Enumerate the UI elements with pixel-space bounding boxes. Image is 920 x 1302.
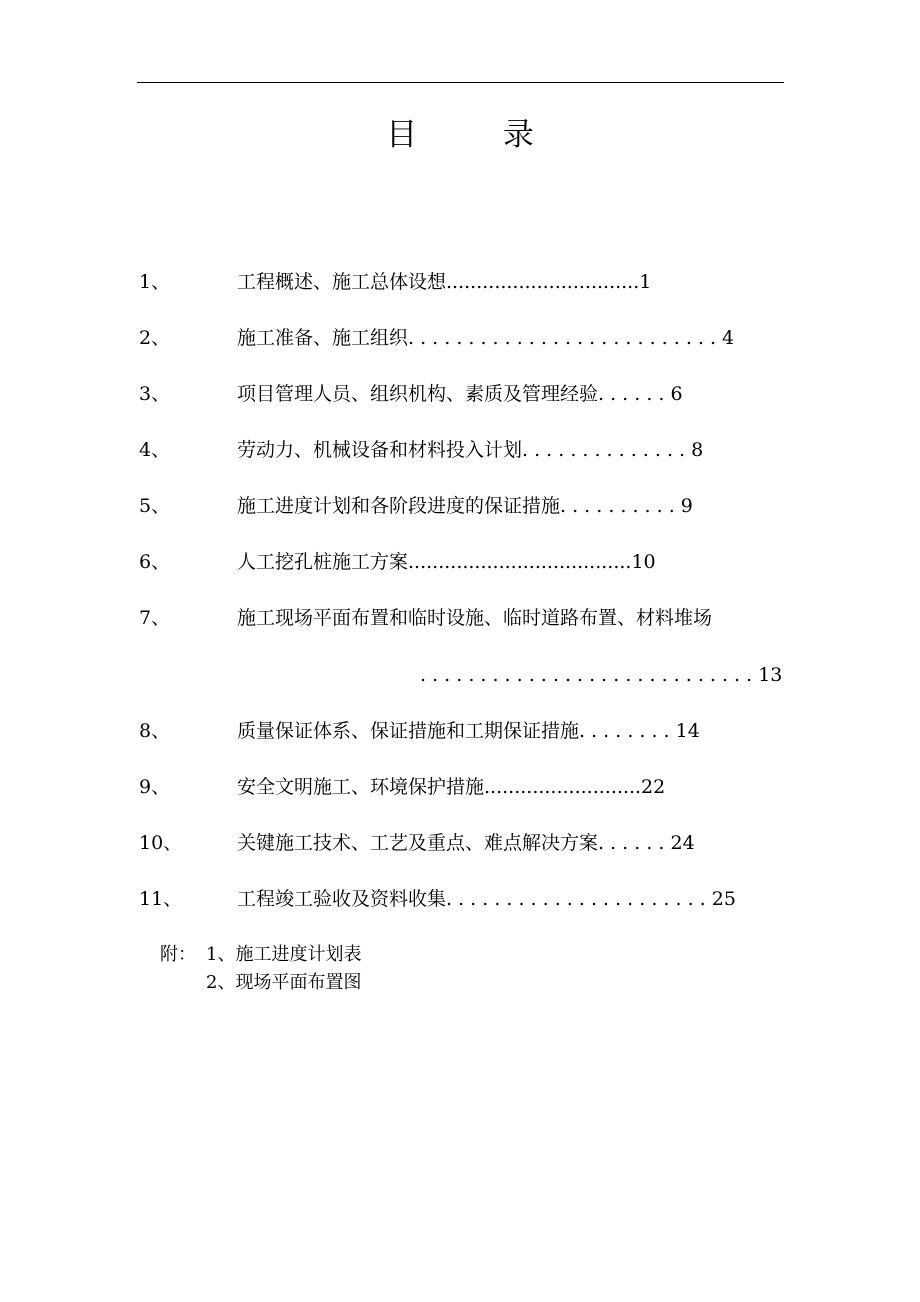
toc-leader-page: . . . . . . . . . . . . . . . . . . . . . . . . . . . . 13 — [420, 664, 783, 686]
toc-number: 2、 — [139, 327, 171, 349]
page-title: 目 录 — [386, 117, 572, 153]
toc-text: 安全文明施工、环境保护措施..........................22 — [237, 776, 666, 798]
toc-number: 8、 — [139, 720, 171, 742]
toc-entry-6[interactable] — [0, 546, 920, 578]
appendix-item: 2、现场平面布置图 — [206, 972, 362, 993]
toc-number: 6、 — [139, 551, 171, 573]
toc-entry-8[interactable] — [0, 715, 920, 747]
appendix-label: 附： — [160, 944, 196, 965]
toc-entry-1[interactable] — [0, 266, 920, 298]
toc-text: 人工挖孔桩施工方案.....................................10 — [237, 551, 656, 573]
toc-entry-9[interactable] — [0, 771, 920, 803]
toc-text: 劳动力、机械设备和材料投入计划. . . . . . . . . . . . . . 8 — [237, 439, 704, 461]
toc-text: 施工现场平面布置和临时设施、临时道路布置、材料堆场 — [237, 607, 713, 629]
toc-number: 5、 — [139, 495, 171, 517]
toc-entry-3[interactable] — [0, 378, 920, 410]
toc-text: 施工准备、施工组织. . . . . . . . . . . . . . . . . . . . . . . . . . 4 — [237, 327, 735, 349]
toc-number: 4、 — [139, 439, 171, 461]
toc-text: 项目管理人员、组织机构、素质及管理经验. . . . . . 6 — [237, 383, 683, 405]
toc-entry-10[interactable] — [0, 827, 920, 859]
toc-text: 工程竣工验收及资料收集. . . . . . . . . . . . . . . . . . . . . . 25 — [237, 888, 736, 910]
toc-entry-4[interactable] — [0, 434, 920, 466]
toc-number: 10、 — [139, 832, 183, 854]
appendix-item: 1、施工进度计划表 — [206, 944, 362, 965]
toc-entry-2[interactable] — [0, 322, 920, 354]
header-rule — [137, 82, 784, 83]
toc-entry-7[interactable] — [0, 602, 920, 634]
toc-number: 1、 — [139, 271, 171, 293]
toc-text: 施工进度计划和各阶段进度的保证措施. . . . . . . . . . 9 — [237, 495, 693, 517]
toc-text: 质量保证体系、保证措施和工期保证措施. . . . . . . . 14 — [237, 720, 700, 742]
toc-text: 关键施工技术、工艺及重点、难点解决方案. . . . . . 24 — [237, 832, 695, 854]
toc-number: 9、 — [139, 776, 171, 798]
toc-number: 3、 — [139, 383, 171, 405]
toc-text: 工程概述、施工总体设想................................1 — [237, 271, 652, 293]
toc-number: 11、 — [139, 888, 183, 910]
toc-entry-7-continuation[interactable] — [0, 659, 920, 691]
toc-number: 7、 — [139, 607, 171, 629]
toc-entry-5[interactable] — [0, 490, 920, 522]
toc-entry-11[interactable] — [0, 883, 920, 915]
